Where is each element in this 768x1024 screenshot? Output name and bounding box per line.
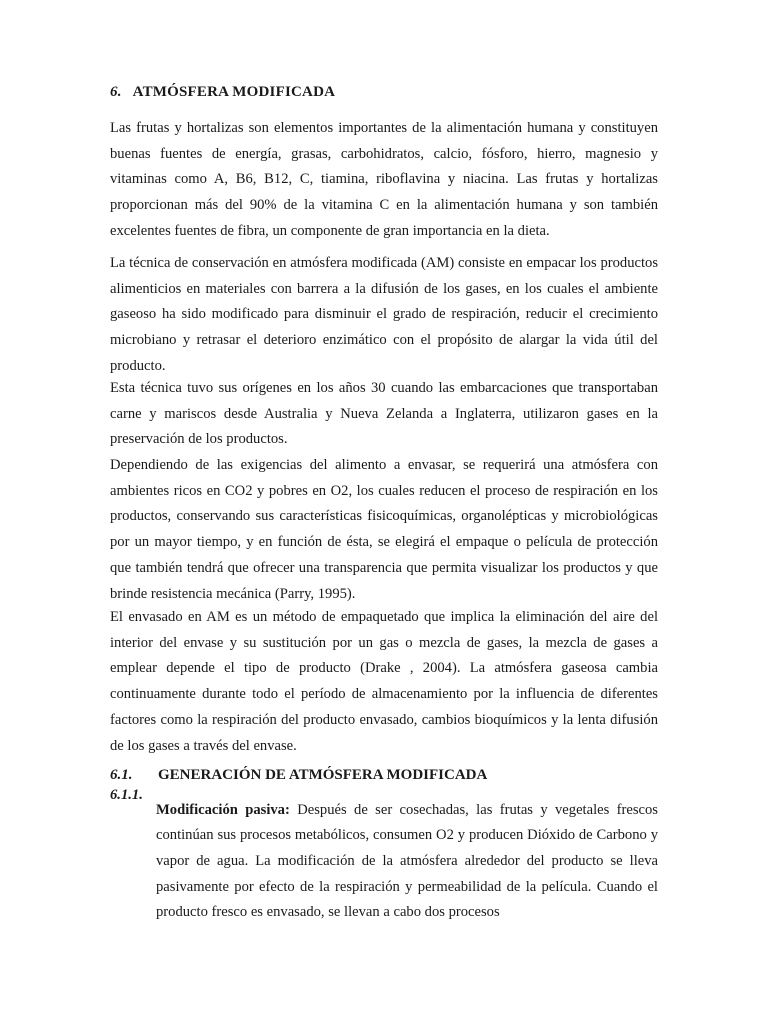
- paragraph-3-container: [110, 376, 658, 453]
- paragraph-1-container: [110, 116, 658, 245]
- subsubsection-block: [110, 783, 658, 941]
- paragraph-5-container: [110, 605, 658, 759]
- subsubsection-paragraph: [156, 798, 658, 927]
- section-number: 6.: [110, 84, 122, 100]
- paragraph: Las frutas y hortalizas son elementos importantes de la alimentación humana y constituyen buenas fuentes de energía, grasas, carbohidratos, calcio, fósforo, hierro, magnesio y vitaminas como A, B6, B12, C, tiamina, riboflavina y niacina. Las frutas y hortalizas proporcionan más del 90% de la vitamina C en la alimentación humana y son también excelentes fuentes de fibra, un componente de gran importancia en la dieta.: [110, 120, 658, 239]
- section-heading: [110, 84, 335, 101]
- paragraph: Dependiendo de las exigencias del alimento a envasar, se requerirá una atmósfera con ambientes ricos en CO2 y pobres en O2, los cuales reducen el proceso de respiración en los productos, conservando sus características fisicoquímicas, organolépticas y microbiológicas por un mayor tiempo, y en función de ésta, se elegirá el empaque o película de protección que también tendrá que ofrecer una transparencia que permita visualizar los productos y que brinde resistencia mecánica (Parry, 1995).: [110, 457, 658, 602]
- paragraph-2-container: [110, 251, 658, 380]
- paragraph: La técnica de conservación en atmósfera modificada (AM) consiste en empacar los productos alimenticios en materiales con barrera a la difusión de los gases, en los cuales el ambiente gaseoso ha sido modificado para disminuir el grado de respiración, reducir el crecimiento microbiano y retrasar el deterioro enzimático con el propósito de alargar la vida útil del producto.: [110, 255, 658, 374]
- section-title: ATMÓSFERA MODIFICADA: [132, 84, 336, 100]
- paragraph: El envasado en AM es un método de empaquetado que implica la eliminación del aire del interior del envase y su sustitución por un gas o mezcla de gases, la mezcla de gases a emplear depende el tipo de producto (Drake , 2004). La atmósfera gaseosa cambia continuamente durante todo el período de almacenamiento por la influencia de diferentes factores como la respiración del producto envasado, cambios bioquímicos y la lenta difusión de los gases a través del envase.: [110, 609, 658, 754]
- paragraph-4-container: [110, 453, 658, 607]
- subsubsection-number: 6.1.1.: [110, 787, 143, 803]
- subsection-heading: [110, 767, 487, 784]
- subsubsection-text: Después de ser cosechadas, las frutas y vegetales frescos continúan sus procesos metabólicos, consumen O2 y producen Dióxido de Carbono y vapor de agua. La modificación de la atmósfera alrededor del producto se lleva pasivamente por efecto de la respiración y permeabilidad de la película. Cuando el producto fresco es envasado, se llevan a cabo dos procesos: [156, 801, 658, 921]
- paragraph: Esta técnica tuvo sus orígenes en los años 30 cuando las embarcaciones que transportaban carne y mariscos desde Australia y Nueva Zelanda a Inglaterra, utilizaron gases en la preservación de los productos.: [110, 380, 658, 448]
- subsection-title: GENERACIÓN DE ATMÓSFERA MODIFICADA: [158, 767, 488, 783]
- subsection-number: 6.1.: [110, 767, 133, 783]
- subsubsection-lead: Modificación pasiva:: [156, 801, 290, 818]
